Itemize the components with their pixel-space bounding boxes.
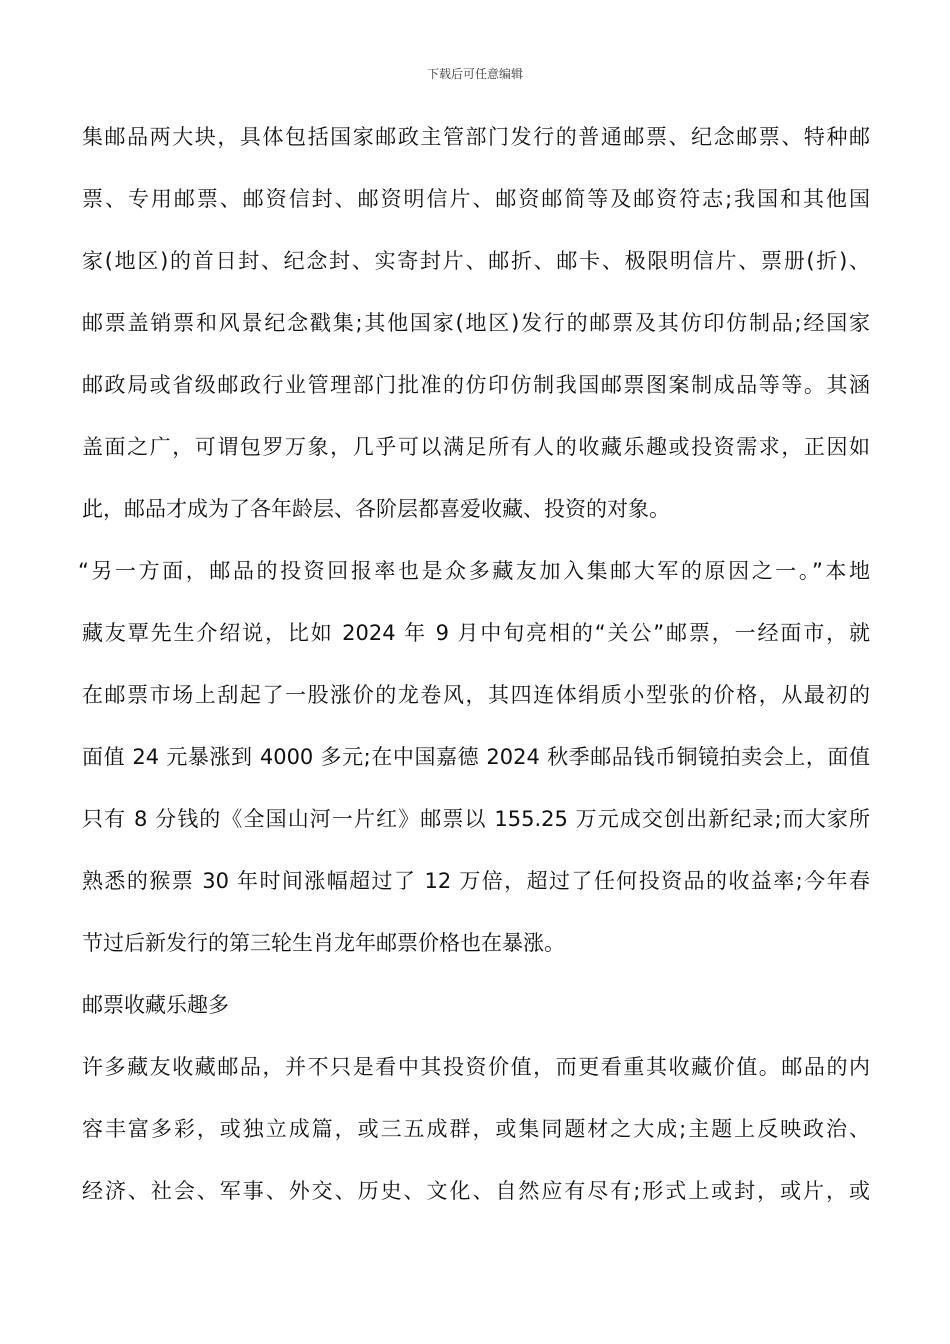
text-line: 节过后新发行的第三轮生肖龙年邮票价格也在暴涨。 [82,931,565,955]
text-line: 集邮品两大块，具体包括国家邮政主管部门发行的普通邮票、纪念邮票、特种邮 [82,125,870,149]
paragraph-stamp-categories [82,106,870,540]
text-line: “另一方面，邮品的投资回报率也是众多藏友加入集邮大军的原因之一。”本地 [78,559,870,583]
page-header: 下载后可任意编辑 [426,67,523,81]
text-line: 熟悉的猴票 30 年时间涨幅超过了 12 万倍，超过了任何投资品的收益率;今年春 [82,869,870,893]
text-line: 许多藏友收藏邮品，并不只是看中其投资价值，而更看重其收藏价值。邮品的内 [82,1055,870,1079]
text-line: 经济、社会、军事、外交、历史、文化、自然应有尽有;形式上或封，或片，或 [82,1179,870,1203]
text-line: 票、专用邮票、邮资信封、邮资明信片、邮资邮简等及邮资符志;我国和其他国 [82,187,870,211]
section-heading: 邮票收藏乐趣多 [82,993,229,1017]
text-line: 此，邮品才成为了各年龄层、各阶层都喜爱收藏、投资的对象。 [82,497,670,521]
document-body [78,106,870,1222]
text-line: 邮票盖销票和风景纪念戳集;其他国家(地区)发行的邮票及其仿印仿制品;经国家 [82,311,870,335]
text-line: 家(地区)的首日封、纪念封、实寄封片、邮折、邮卡、极限明信片、票册(折)、 [82,249,870,273]
text-line: 面值 24 元暴涨到 4000 多元;在中国嘉德 2024 秋季邮品钱币铜镜拍卖会上，面值 [82,745,870,769]
paragraph-investment-returns [78,540,870,974]
text-line: 在邮票市场上刮起了一股涨价的龙卷风，其四连体绢质小型张的价格，从最初的 [82,683,870,707]
paragraph-collection-value [82,1036,870,1222]
text-line: 只有 8 分钱的《全国山河一片红》邮票以 155.25 万元成交创出新纪录;而大家所 [82,807,870,831]
text-line: 容丰富多彩，或独立成篇，或三五成群，或集同题材之大成;主题上反映政治、 [82,1117,870,1141]
text-line: 盖面之广，可谓包罗万象，几乎可以满足所有人的收藏乐趣或投资需求，正因如 [82,435,870,459]
section-heading-block [82,974,870,1036]
text-line: 邮政局或省级邮政行业管理部门批准的仿印仿制我国邮票图案制成品等等。其涵 [82,373,870,397]
text-line: 藏友覃先生介绍说，比如 2024 年 9 月中旬亮相的“关公”邮票，一经面市，就 [82,621,870,645]
